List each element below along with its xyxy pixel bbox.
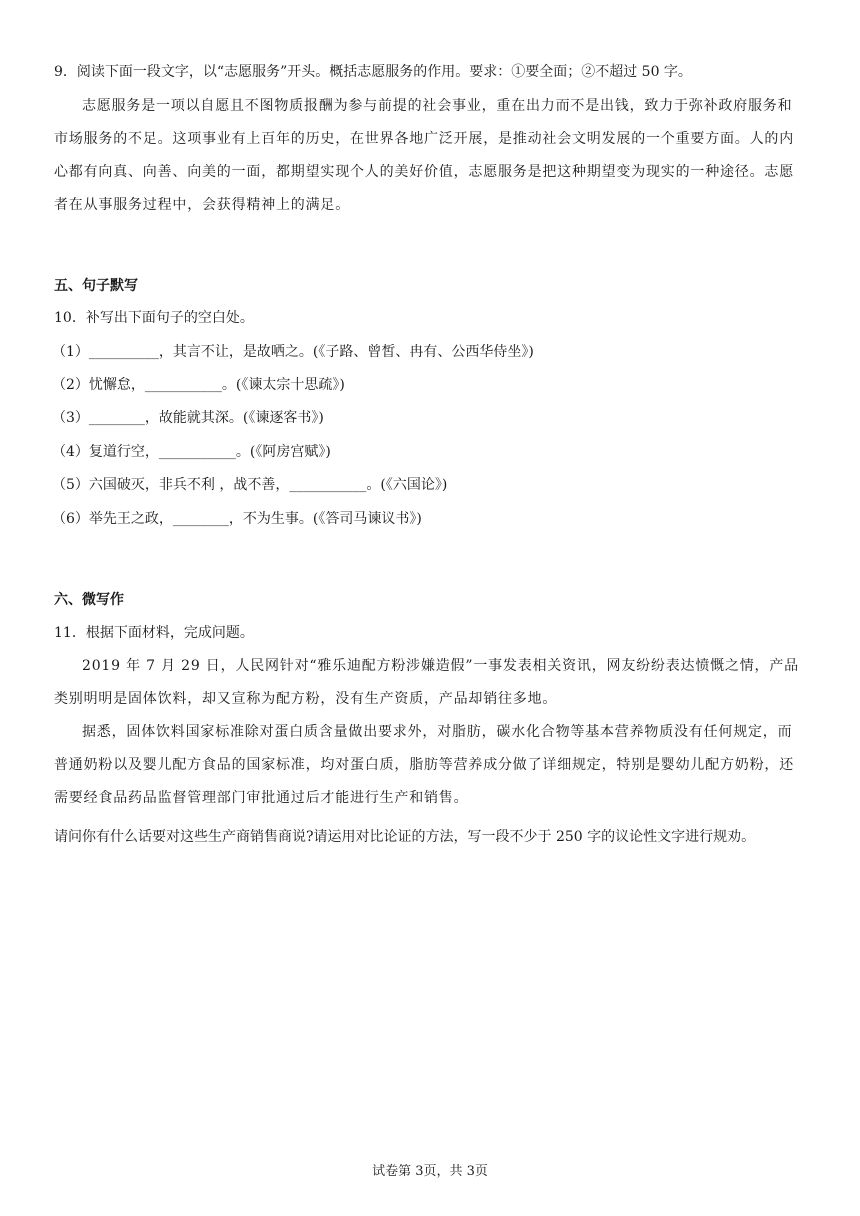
q11-material-para1: 2019 年 7 月 29 日，人民网针对“雅乐迪配方粉涉嫌造假”一事发表相关资讯，网友纷纷表达愤慨之情，产品类别明明是固体饮料，却又宣称为配方粉，没有生产资质，产品却销往多地。	[54, 658, 799, 707]
q10-item-2: （2）忧懈怠，___________。(《谏太宗十思疏》)	[52, 377, 345, 393]
page-footer: 试卷第 3页，共 3页	[372, 1164, 488, 1179]
q11-question: 请问你有什么话要对这些生产商销售商说?请运用对比论证的方法，写一段不少于 250 字的议论性文字进行规劝。	[54, 829, 756, 845]
q10-item-5: （5）六国破灭，非兵不利 ，战不善，___________。(《六国论》)	[52, 477, 448, 493]
q10-item-4: （4）复道行空，___________。(《阿房宫赋》)	[52, 444, 331, 460]
q11-material-para2: 据悉，固体饮料国家标准除对蛋白质含量做出要求外，对脂肪，碳水化合物等基本营养物质没有任何规定，而普通奶粉以及婴儿配方食品的国家标准，均对蛋白质，脂肪等营养成分做了详细规定，特别是婴幼儿配方奶粉，还需要经食品药品监督管理部门审批通过后才能进行生产和销售。	[54, 724, 794, 806]
q10-item-6: （6）举先王之政，________，不为生事。(《答司马谏议书》)	[52, 511, 422, 527]
q10-item-3: （3）________，故能就其深。(《谏逐客书》)	[52, 410, 324, 426]
q10-prompt: 10．补写出下面句子的空白处。	[54, 310, 254, 326]
q9-passage: 志愿服务是一项以自愿且不图物质报酬为参与前提的社会事业，重在出力而不是出钱，致力于弥补政府服务和市场服务的不足。这项事业有上百年的历史，在世界各地广泛开展，是推动社会文明发展的一个重要方面。人的内心都有向真、向善、向美的一面，都期望实现个人的美好价值，志愿服务是把这种期望变为现实的一种途径。志愿者在从事服务过程中，会获得精神上的满足。	[54, 98, 794, 213]
q10-item-1: （1）__________，其言不让，是故哂之。(《子路、曾皙、冉有、公西华侍坐》)	[52, 344, 534, 360]
q9-prompt: 9．阅读下面一段文字，以“志愿服务”开头。概括志愿服务的作用。要求：①要全面；②不超过 50 字。	[54, 64, 692, 80]
section6-title: 六、微写作	[54, 592, 124, 608]
section5-title: 五、句子默写	[54, 278, 138, 294]
q11-prompt: 11．根据下面材料，完成问题。	[54, 625, 254, 641]
